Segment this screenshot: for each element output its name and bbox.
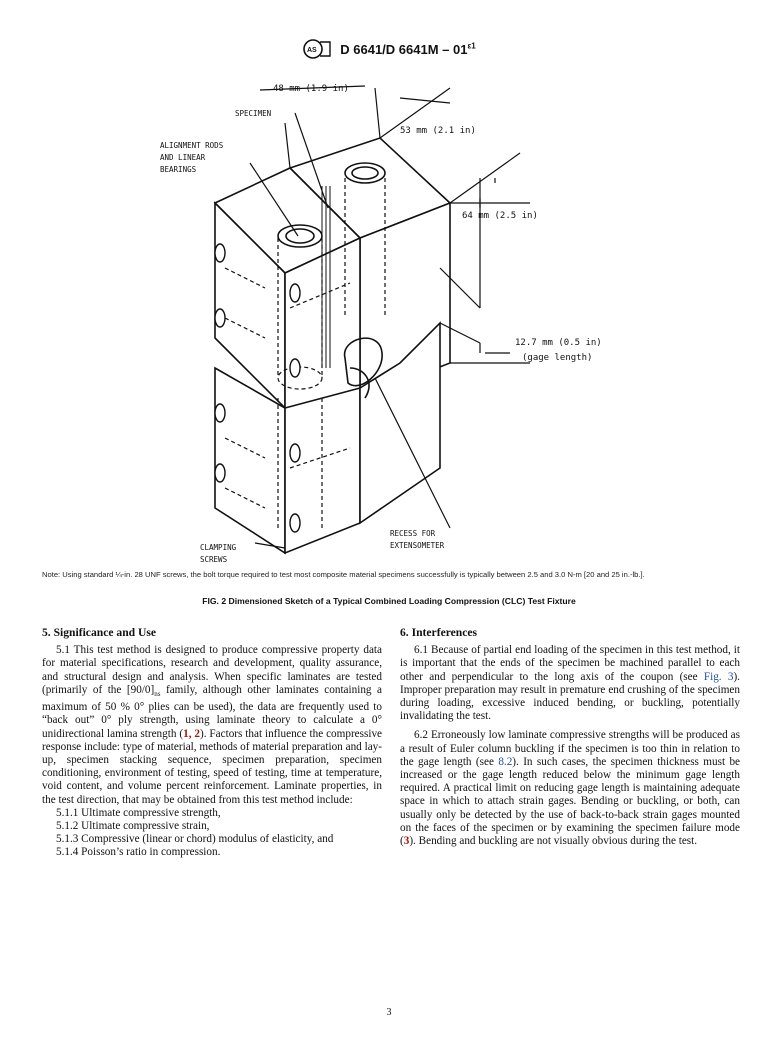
label-height: 64 mm (2.5 in)	[462, 211, 538, 221]
label-width: 48 mm (1.9 in)	[273, 84, 349, 94]
item-5-1-4: 5.1.4 Poisson’s ratio in compression.	[56, 846, 221, 859]
figure-note: Note: Using standard ¼-in. 28 UNF screws, the bolt torque required to test most composite material specimens successfully is typically between 2.5 and 3.0 N-m [20 and 25 in.-lb.].	[42, 570, 645, 579]
label-gage-2: (gage length)	[522, 353, 593, 363]
item-5-1-2: 5.1.2 Ultimate compressive strain,	[56, 820, 210, 833]
section-5-column	[42, 626, 382, 860]
section-8-2-link[interactable]: 8.2	[498, 755, 513, 768]
reference-3-link[interactable]: 3	[403, 835, 410, 848]
label-rods-1: ALIGNMENT RODS	[160, 141, 224, 150]
reference-link[interactable]: 1, 2	[183, 727, 200, 740]
label-recess-1: RECESS FOR	[390, 529, 436, 538]
figure-caption: FIG. 2 Dimensioned Sketch of a Typical Combined Loading Compression (CLC) Test Fixture	[202, 596, 576, 606]
label-recess-2: EXTENSOMETER	[390, 541, 445, 550]
item-5-1-3: 5.1.3 Compressive (linear or chord) modulus of elasticity, and	[56, 833, 334, 846]
clc-fixture-sketch	[150, 68, 630, 568]
fig-3-link[interactable]: Fig. 3	[703, 670, 734, 683]
paragraph-6-2: 6.2 Erroneously low laminate compressive strengths will be produced as a result of Euler column buckling if the specimen is too thin in relation to the gage length (see 8.2). In such cases, the specimen thickness must be increased or the gage length reduced below the minimum gage length required. A practical limit on reducing gage length is maintaining adequate space in which to attach strain gages. Bending or buckling, or both, can usually only be detected by the use of back-to-back strain gages mounted on the faces of the specimen or by examining the specimen failure mode (3). Bending and buckling are not visually obvious during the test.	[400, 729, 740, 848]
paragraph-6-1: 6.1 Because of partial end loading of the specimen in this test method, it is important that the ends of the specimen be machined parallel to each other and perpendicular to the long axis of the coupon (see Fig. 3). Improper preparation may result in premature end crushing of the specimen during loading, excessive induced bending, or buckling, potentially invalidating the test.	[400, 644, 740, 723]
section-6-heading: 6. Interferences	[400, 626, 478, 639]
label-depth: 53 mm (2.1 in)	[400, 126, 476, 136]
page-header	[0, 38, 778, 60]
paragraph-5-1: 5.1 This test method is designed to produce compressive property data for material specifications, research and development, quality assurance, and structural design and analysis. When specific laminates are tested (primarily of the $[90/0]_{ns}$ family, although other laminates containing a maximum of 50 % 0° plies can be used), the data are frequently used to “back out” 0° ply strength, using laminate theory to calculate a 0° unidirectional lamina strength (1, 2). Factors that influence the compressive response include: type of material, methods of material preparation and lay-up, specimen stacking sequence, specimen preparation, specimen conditioning, environment of testing, speed of testing, time at temperature, void content, and volume percent reinforcement. Laminate properties, in the test direction, that may be obtained from this test method include:	[42, 644, 383, 806]
page-number: 3	[386, 1007, 392, 1018]
section-6-column	[400, 626, 740, 848]
fixture-drawing	[150, 68, 630, 568]
standard-designation: D 6641/D $6641M - 01^{\varepsilon 1}$	[340, 41, 476, 57]
label-rods-3: BEARINGS	[160, 165, 197, 174]
label-screws-2: SCREWS	[200, 555, 228, 564]
label-screws-1: CLAMPING	[200, 543, 237, 552]
item-5-1-1: 5.1.1 Ultimate compressive strength,	[56, 806, 221, 819]
astm-logo-icon	[302, 38, 332, 60]
label-gage-1: 12.7 mm (0.5 in)	[515, 338, 602, 348]
label-specimen: SPECIMEN	[235, 109, 272, 118]
label-rods-2: AND LINEAR	[160, 153, 206, 162]
section-5-heading: 5. Significance and Use	[42, 626, 157, 639]
svg-text:AS: AS	[307, 47, 317, 54]
